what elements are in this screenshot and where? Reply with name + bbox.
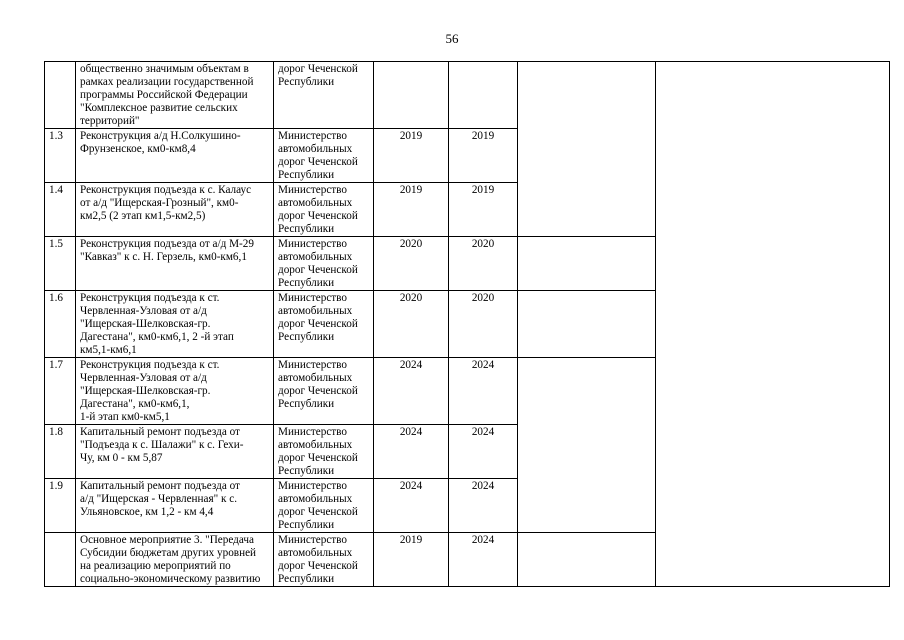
executor: Министерство автомобильных дорог Чеченской Республики [274, 358, 374, 425]
program-table [44, 61, 890, 587]
row-number: 1.4 [45, 183, 76, 237]
measure-name: Основное мероприятие 3. "Передача Субсидии бюджетам других уровней на реализацию мероприятий по социально-экономическому развитию [76, 533, 274, 587]
row-number: 1.5 [45, 237, 76, 291]
start-year: 2019 [374, 129, 449, 183]
result-cell [518, 533, 656, 587]
measure-name: Реконструкция а/д Н.Солкушино- Фрунзенское, км0-км8,4 [76, 129, 274, 183]
start-year: 2024 [374, 425, 449, 479]
row-number [45, 62, 76, 129]
executor: Министерство автомобильных дорог Чеченской Республики [274, 237, 374, 291]
measure-name: Капитальный ремонт подъезда от "Подъезда к с. Шалажи" к с. Гехи- Чу, км 0 - км 5,87 [76, 425, 274, 479]
end-year: 2020 [449, 237, 518, 291]
executor: Министерство автомобильных дорог Чеченской Республики [274, 425, 374, 479]
row-number: 1.9 [45, 479, 76, 533]
result-cell [518, 291, 656, 358]
start-year: 2019 [374, 183, 449, 237]
indicator-cell [656, 62, 890, 587]
start-year: 2019 [374, 533, 449, 587]
page-number: 56 [445, 31, 459, 46]
executor: Министерство автомобильных дорог Чеченской Республики [274, 533, 374, 587]
end-year: 2024 [449, 533, 518, 587]
result-cell [518, 62, 656, 237]
measure-name: Капитальный ремонт подъезда от а/д "Ищерская - Червленная" к с. Ульяновское, км 1,2 - км 4,4 [76, 479, 274, 533]
end-year: 2024 [449, 479, 518, 533]
executor: Министерство автомобильных дорог Чеченской Республики [274, 183, 374, 237]
row-number: 1.6 [45, 291, 76, 358]
row-number: 1.8 [45, 425, 76, 479]
end-year: 2019 [449, 129, 518, 183]
row-number: 1.3 [45, 129, 76, 183]
measure-name: Реконструкция подъезда к ст. Червленная-Узловая от а/д "Ищерская-Шелковская-гр. Дагестана", км0-км6,1, 2 -й этап км5,1-км6,1 [76, 291, 274, 358]
row-number: 1.7 [45, 358, 76, 425]
measure-name: Реконструкция подъезда к ст. Червленная-Узловая от а/д "Ищерская-Шелковская-гр. Дагестана", км0-км6,1, 1-й этап км0-км5,1 [76, 358, 274, 425]
start-year [374, 62, 449, 129]
row-number [45, 533, 76, 587]
start-year: 2020 [374, 237, 449, 291]
end-year: 2019 [449, 183, 518, 237]
executor: Министерство автомобильных дорог Чеченской Республики [274, 479, 374, 533]
executor: Министерство автомобильных дорог Чеченской Республики [274, 291, 374, 358]
end-year: 2024 [449, 358, 518, 425]
executor: дорог Чеченской Республики [274, 62, 374, 129]
start-year: 2024 [374, 358, 449, 425]
measure-name: общественно значимым объектам в рамках реализации государственной программы Российской Федерации "Комплексное развитие сельских территорий" [76, 62, 274, 129]
measure-name: Реконструкция подъезда от а/д М-29 "Кавказ" к с. Н. Герзель, км0-км6,1 [76, 237, 274, 291]
end-year: 2020 [449, 291, 518, 358]
start-year: 2024 [374, 479, 449, 533]
executor: Министерство автомобильных дорог Чеченской Республики [274, 129, 374, 183]
result-cell [518, 237, 656, 291]
start-year: 2020 [374, 291, 449, 358]
table-row [45, 62, 890, 129]
measure-name: Реконструкция подъезда к с. Калаус от а/д "Ищерская-Грозный", км0- км2,5 (2 этап км1,5-км2,5) [76, 183, 274, 237]
end-year: 2024 [449, 425, 518, 479]
end-year [449, 62, 518, 129]
result-cell [518, 358, 656, 533]
